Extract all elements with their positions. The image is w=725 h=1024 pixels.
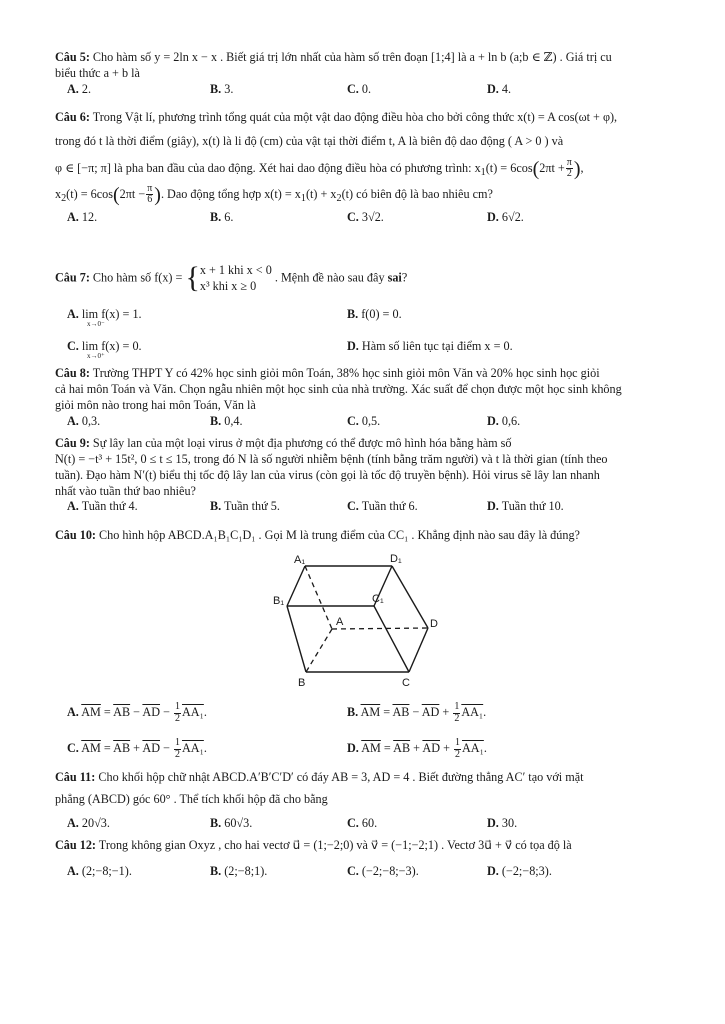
question-6-text-line4: $x_2(t) = 6\cos(2\pi t$ − $\frac{\pi}{6}$ ). Dao động tổng hợp $x(t) = x_1(t) + x_2(t)$ có biên độ là bao nhiêu cm? bbox=[55, 182, 493, 206]
option-b[interactable]: B. 6. bbox=[210, 209, 234, 224]
question-11-text-line2: phẳng (ABCD) góc 60° . Thể tích khối hộp đã cho bằng bbox=[55, 791, 328, 806]
option-b[interactable]: B. 0,4. bbox=[210, 413, 243, 428]
label-b: B bbox=[298, 677, 306, 689]
option-d[interactable]: D. $\overline{AM} = \overline{AB} + \overline{AD}$ + $\frac{1}{2}$ AA₁. bbox=[347, 737, 487, 760]
option-b[interactable]: B. 60√3. bbox=[210, 815, 253, 830]
question-7-text: Câu 7: Cho hàm số f(x) = { x + 1 khi x < 0 x³ khi x ≥ 0 . Mệnh đề nào sau đây sai? bbox=[55, 261, 408, 295]
label-d: D bbox=[430, 618, 438, 630]
question-12-options bbox=[55, 864, 685, 882]
option-d[interactable]: D. 0,6. bbox=[487, 413, 521, 428]
option-c[interactable]: C. 0. bbox=[347, 81, 372, 96]
option-c[interactable]: C. Tuần thứ 6. bbox=[347, 499, 418, 514]
option-a[interactable]: A. 12. bbox=[67, 209, 98, 224]
label-a1: A₁ bbox=[294, 554, 306, 566]
option-d[interactable]: D. 4. bbox=[487, 81, 512, 96]
question-8-text-line1: Trường THPT Y có 42% học sinh giỏi môn Toán, 38% học sinh giỏi môn Văn và 20% học sinh học giỏi bbox=[92, 366, 600, 380]
question-10-options-row1 bbox=[55, 702, 685, 730]
label-a: A bbox=[336, 616, 344, 628]
question-8-text-line2: cả hai môn Toán và Văn. Chọn ngẫu nhiên một học sinh của nhà trường. Xác suất để chọn được một học sinh không bbox=[55, 381, 622, 396]
question-12-text: Trong không gian Oxyz , cho hai vectơ u⃗ = (1;−2;0) và v⃗ = (−1;−2;1) . Vectơ 3u⃗ + v⃗ có tọa độ là bbox=[98, 838, 572, 852]
option-d[interactable]: D. Tuần thứ 10. bbox=[487, 499, 564, 514]
question-5-text-line1: Cho hàm số y = 2ln x − x . Biết giá trị lớn nhất của hàm số trên đoạn [1;4] là a + ln b (a;b ∈ ℤ) . Giá trị cu bbox=[92, 50, 612, 64]
option-c[interactable]: C. (−2;−8;−3). bbox=[347, 863, 419, 878]
question-9-text-line2: N(t) = −t³ + 15t², 0 ≤ t ≤ 15, trong đó N là số người nhiễm bệnh (tính bằng trăm người) và t là thời gian (tính theo bbox=[55, 451, 608, 466]
option-a[interactable]: A. $\overline{AM} = \overline{AB} - \overline{AD}$ − $\frac{1}{2}$ AA₁. bbox=[67, 701, 207, 724]
question-9-label: Câu 9: bbox=[55, 436, 90, 450]
question-9-text-line3: tuần). Đạo hàm N′(t) biểu thị tốc độ lây lan của virus (còn gọi là tốc độ truyền bệnh). Hỏi virus sẽ lây lan nhanh bbox=[55, 467, 600, 482]
question-10-label: Câu 10: bbox=[55, 528, 96, 542]
question-10-options-row2 bbox=[55, 738, 685, 766]
option-c[interactable]: C. lim f(x) = 0. x→0⁺ bbox=[67, 338, 142, 360]
question-11-text-line1: Cho khối hộp chữ nhật ABCD.A′B′C′D′ có đáy AB = 3, AD = 4 . Biết đường thẳng AC′ tạo với mặt bbox=[98, 770, 584, 784]
option-d[interactable]: D. 6√2. bbox=[487, 209, 524, 224]
option-c[interactable]: C. $\overline{AM} = \overline{AB} + \overline{AD}$ − $\frac{1}{2}$ AA₁. bbox=[67, 737, 207, 760]
option-a[interactable]: A. 2. bbox=[67, 81, 92, 96]
edge-b1-b bbox=[287, 606, 306, 672]
question-8-text-line3: giỏi môn nào trong hai môn Toán, Văn là bbox=[55, 397, 256, 412]
option-c[interactable]: C. 3√2. bbox=[347, 209, 384, 224]
edge-d1-d bbox=[392, 566, 428, 628]
option-b[interactable]: B. $\overline{AM} = \overline{AB} - \overline{AD}$ + $\frac{1}{2}$ AA₁. bbox=[347, 701, 487, 724]
question-8-label: Câu 8: bbox=[55, 366, 90, 380]
question-6-label: Câu 6: bbox=[55, 110, 90, 124]
question-10-options bbox=[55, 702, 685, 766]
option-b[interactable]: B. f(0) = 0. bbox=[347, 306, 402, 321]
label-b1: B₁ bbox=[273, 595, 285, 607]
question-12-label: Câu 12: bbox=[55, 838, 96, 852]
option-a[interactable]: A. 0,3. bbox=[67, 413, 101, 428]
label-c: C bbox=[402, 677, 410, 689]
option-b[interactable]: B. (2;−8;1). bbox=[210, 863, 268, 878]
option-a[interactable]: A. 20√3. bbox=[67, 815, 110, 830]
question-11 bbox=[55, 770, 685, 834]
option-b[interactable]: B. 3. bbox=[210, 81, 234, 96]
question-9-text-line4: nhất vào tuần thứ bao nhiêu? bbox=[55, 483, 196, 498]
option-d[interactable]: D. Hàm số liên tục tại điểm x = 0. bbox=[347, 338, 513, 353]
hidden-edge-a-b bbox=[306, 629, 332, 672]
option-a[interactable]: A. Tuần thứ 4. bbox=[67, 499, 138, 514]
question-5-text-line2: biểu thức a + b là bbox=[55, 65, 140, 80]
edge-c1-c bbox=[374, 606, 409, 672]
question-7-label: Câu 7: bbox=[55, 270, 90, 285]
hidden-edge-a-d bbox=[332, 628, 428, 629]
option-d[interactable]: D. 30. bbox=[487, 815, 518, 830]
label-c1: C₁ bbox=[372, 593, 384, 605]
question-9-text-line1: Sự lây lan của một loại virus ở một địa phương có thể được mô hình hóa bằng hàm số bbox=[92, 436, 512, 450]
question-5-label: Câu 5: bbox=[55, 50, 90, 64]
question-10-text: Cho hình hộp ABCD.A₁B₁C₁D₁ . Gọi M là trung điểm của CC₁ . Khẳng định nào sau đây là đúng? bbox=[99, 528, 580, 542]
option-b[interactable]: B. Tuần thứ 5. bbox=[210, 499, 280, 514]
label-d1: D₁ bbox=[390, 553, 402, 565]
option-a[interactable]: A. (2;−8;−1). bbox=[67, 863, 132, 878]
edge-a1-b1 bbox=[287, 566, 305, 606]
hidden-edge-a1-a bbox=[305, 566, 332, 629]
question-12 bbox=[55, 838, 685, 882]
question-11-options bbox=[55, 816, 685, 834]
option-c[interactable]: C. 60. bbox=[347, 815, 378, 830]
edge-c-d bbox=[409, 628, 428, 672]
question-6-text-line3: φ ∈ [−π; π] là pha ban đầu của dao động. Xét hai dao động điều hòa có phương trình: $x_1(t) = 6\cos(2\pi t$ + $\frac{\pi}{2}$ ), bbox=[55, 156, 584, 180]
question-6-text-line2: trong đó t là thời điểm (giây), x(t) là li độ (cm) của vật tại thời điểm t, A là biên độ dao động ( A > 0 ) và bbox=[55, 133, 564, 148]
question-6-text-line1: Trong Vật lí, phương trình tổng quát của một vật dao động điều hòa cho bởi công thức x(t) = A cos(ωt + φ), bbox=[92, 110, 618, 124]
option-c[interactable]: C. 0,5. bbox=[347, 413, 381, 428]
question-11-label: Câu 11: bbox=[55, 770, 96, 784]
option-a[interactable]: A. lim f(x) = 1. x→0⁻ bbox=[67, 306, 142, 328]
option-d[interactable]: D. (−2;−8;3). bbox=[487, 863, 552, 878]
